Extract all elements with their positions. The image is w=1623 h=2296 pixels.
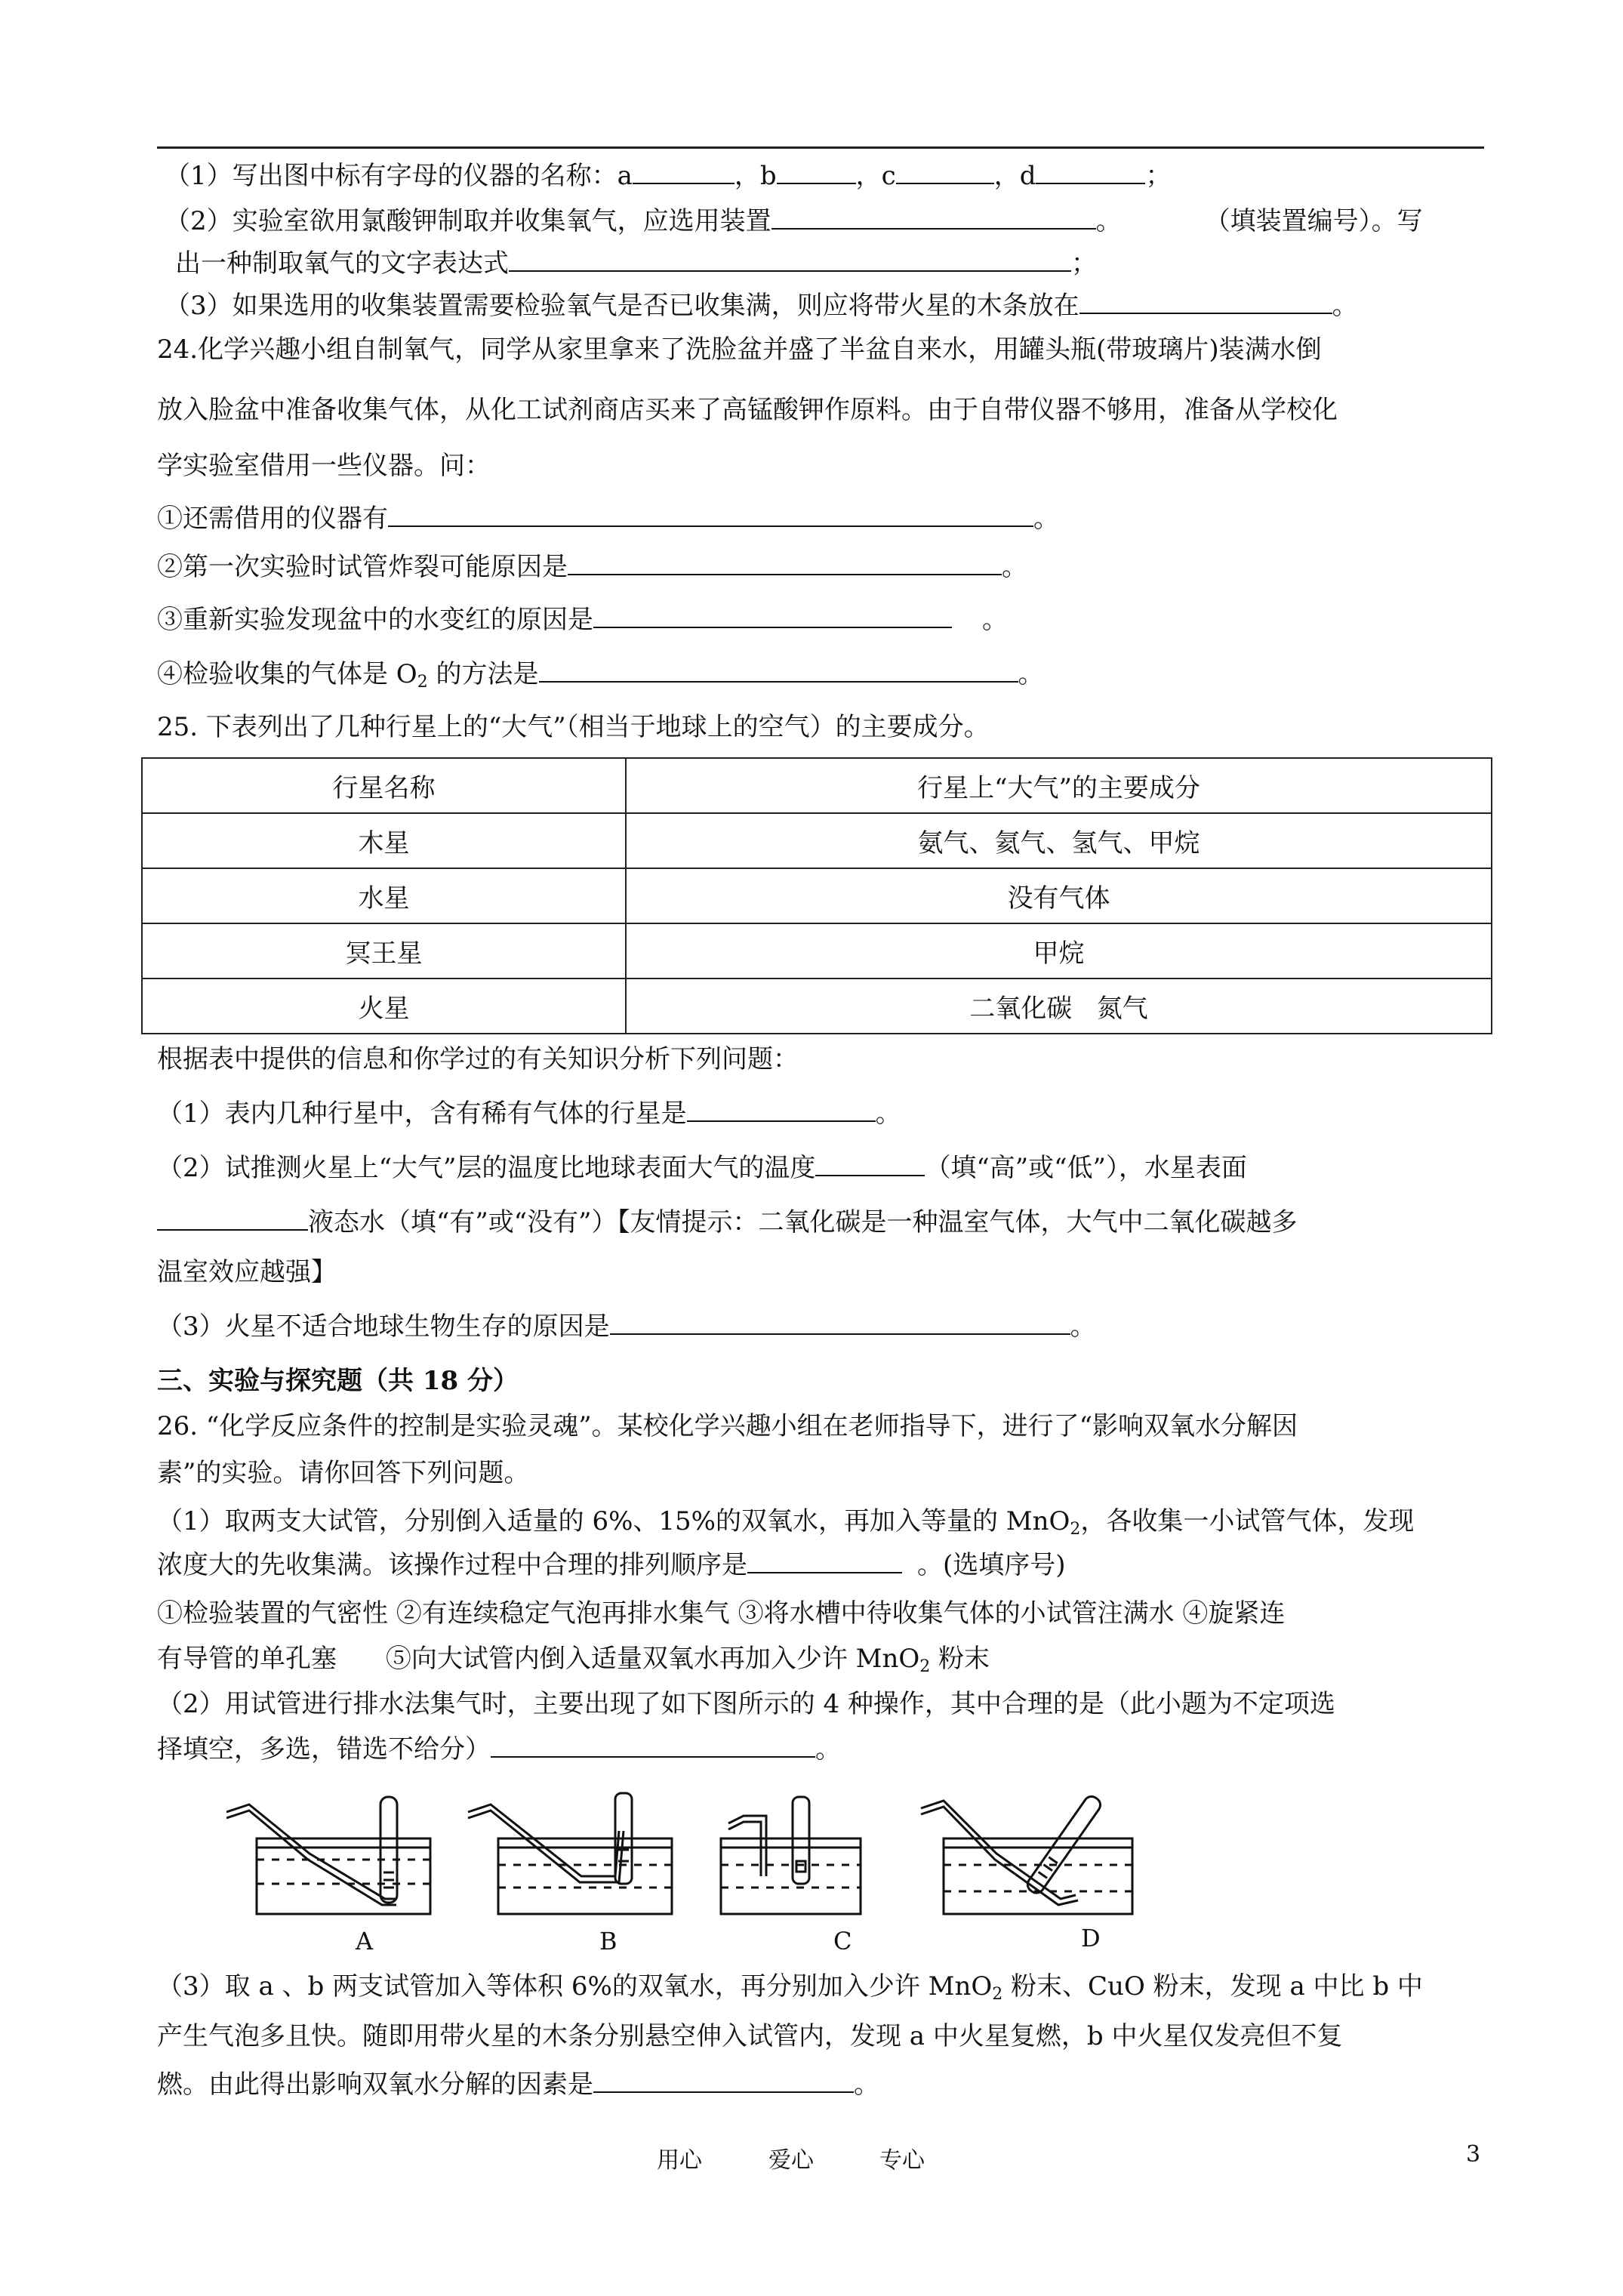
setup-b-diagram [468,1793,672,1914]
q26-p1-prefix: （1）取两支大试管，分别倒入适量的 6%、15%的双氧水，再加入等量的 MnO [157,1506,1070,1536]
q26-p3-line3 [157,2069,879,2100]
q26-p3-prefix: （3）取 a 、b 两支试管加入等体积 6%的双氧水，再分别加入少许 MnO [157,1971,993,2002]
blank-q26-3 [593,2070,854,2093]
q24-answer2 [157,551,1027,583]
blank-q24-1 [388,504,1033,527]
q25-s1-prefix: （1）表内几种行星中，含有稀有气体的行星是 [157,1099,687,1129]
q25-sub1 [157,1098,901,1130]
q24-a1-label: ①还需借用的仪器有 [157,504,388,534]
blank-splint-position [1079,291,1332,314]
q26-options-line1: ①检验装置的气密性 ②有连续稳定气泡再排水集气 ③将水槽中待收集气体的小试管注满水 ④旋紧连 [157,1598,1286,1629]
q23-p1-prefix: （1）写出图中标有字母的仪器的名称：a [165,161,633,191]
blank-word-equation [509,249,1071,272]
q26-line2: 素”的实验。请你回答下列问题。 [157,1458,530,1488]
q25-s2-prefix: （2）试推测火星上“大气”层的温度比地球表面大气的温度 [157,1153,816,1183]
blank-q26-2 [491,1735,815,1758]
table-row [142,978,1492,1034]
figure-label-a: A [356,1927,374,1955]
blank-apparatus [771,207,1096,230]
planet-atmosphere-table [141,757,1492,1034]
table-cell: 水星 [142,868,626,923]
q26-line1: 26. “化学反应条件的控制是实验灵魂”。某校化学兴趣小组在老师指导下，进行了“影响双氧水分解因 [157,1411,1298,1441]
q26-p2-line1: （2）用试管进行排水法集气时，主要出现了如下图所示的 4 种操作，其中合理的是（此小题为不定项选 [157,1689,1335,1719]
gas-collection-figure [226,1778,1208,1922]
q24-line2: 放入脸盆中准备收集气体，从化工试剂商店买来了高锰酸钾作原料。由于自带仪器不够用，准备从学校化 [157,395,1338,425]
q23-p2-line2-prefix: 出一种制取氧气的文字表达式 [175,248,509,279]
q23-part2 [165,205,1423,237]
q23-p1-d: ，d [993,161,1036,191]
q26-p3-line3-end: 。 [854,2069,879,2100]
table-cell: 火星 [142,978,626,1034]
q26-p1-sub: 2 [1070,1520,1081,1539]
table-row [142,813,1492,868]
q23-part3 [165,290,1358,322]
q23-p2-prefix: （2）实验室欲用氯酸钾制取并收集氧气，应选用装置 [165,206,771,236]
q25-s2-line2: 液态水（填“有”或“没有”）【友情提示：二氧化碳是一种温室气体，大气中二氧化碳越多 [308,1207,1298,1237]
footer-motto-2: 爱心 [768,2147,814,2174]
page-number: 3 [1466,2141,1481,2168]
q24-line1: 24.化学兴趣小组自制氧气，同学从家里拿来了洗脸盆并盛了半盆自来水，用罐头瓶(带玻璃片)装满水倒 [157,334,1322,365]
q26-p3-line3-prefix: 燃。由此得出影响双氧水分解的因素是 [157,2069,593,2100]
q24-a4-prefix: ④检验收集的气体是 O [157,659,417,689]
q25-s1-end: 。 [875,1099,901,1129]
figure-label-b: B [599,1927,617,1955]
q24-a1-end: 。 [1033,504,1059,534]
q26-opts-suffix: 粉末 [930,1644,990,1674]
blank-q25-1 [687,1099,876,1122]
q23-p2-line2-end: ； [1071,248,1097,279]
table-row [142,923,1492,978]
blank-q24-2 [568,553,1002,575]
q25-after-table: 根据表中提供的信息和你学过的有关知识分析下列问题： [157,1044,799,1074]
q23-p3-end: 。 [1332,291,1358,321]
q26-p2-line2-end: 。 [815,1734,841,1764]
q25-s3-prefix: （3）火星不适合地球生物生存的原因是 [157,1311,610,1342]
q23-p1-end: ； [1145,161,1172,191]
table-cell: 氨气、氦气、氢气、甲烷 [626,813,1492,868]
blank-q25-2a [815,1154,925,1176]
q24-answer3 [157,604,1008,636]
q26-p1-line2-prefix: 浓度大的先收集满。该操作过程中合理的排列顺序是 [157,1550,747,1580]
q26-p3-sub: 2 [992,1985,1003,2004]
q26-p2-line2 [157,1734,841,1765]
q25-s2-mid: （填“高”或“低”），水星表面 [925,1153,1247,1183]
figure-label-d: D [1081,1924,1101,1952]
q23-part1 [165,160,1171,192]
q23-part2-line2 [175,248,1097,279]
q26-opts-prefix: 有导管的单孔塞 ⑤向大试管内倒入适量双氧水再加入少许 MnO [157,1644,920,1674]
q24-a3-label: ③重新实验发现盆中的水变红的原因是 [157,605,593,635]
setup-d-diagram [921,1794,1132,1914]
q23-p3-prefix: （3）如果选用的收集装置需要检验氧气是否已收集满，则应将带火星的木条放在 [165,291,1079,321]
header-rule [157,146,1484,149]
q26-p3-line2: 产生气泡多且快。随即用带火星的木条分别悬空伸入试管内，发现 a 中火星复燃，b 中火星仅发亮但不复 [157,2021,1343,2051]
q24-a2-label: ②第一次实验时试管炸裂可能原因是 [157,552,568,582]
q26-p1-line2 [157,1549,1066,1581]
blank-q25-2b [157,1208,308,1231]
setup-a-diagram [226,1797,430,1914]
q23-p1-b: ，b [734,161,777,191]
q25-intro: 25. 下表列出了几种行星上的“大气”（相当于地球上的空气）的主要成分。 [157,712,990,742]
footer-motto-1: 用心 [657,2147,702,2174]
table-cell: 木星 [142,813,626,868]
q24-a4-sub: 2 [417,673,428,692]
q24-a2-end: 。 [1002,552,1027,582]
q25-s3-end: 。 [1070,1311,1096,1342]
blank-a [633,162,735,184]
q26-p1-line1 [157,1505,1414,1546]
table-cell: 没有气体 [626,868,1492,923]
q26-p2-line2-prefix: 择填空，多选，错选不给分） [157,1734,491,1764]
blank-q24-3 [593,606,952,628]
q26-p1-suffix: ，各收集一小试管气体，发现 [1080,1506,1415,1536]
q26-p3-line1 [157,1971,1423,2011]
q25-sub3 [157,1311,1096,1342]
q26-options-line2 [157,1643,990,1683]
section3-heading: 三、实验与探究题（共 18 分） [157,1366,519,1396]
table-cell: 二氧化碳 氮气 [626,978,1492,1034]
setup-c-diagram [721,1797,861,1914]
q24-line3: 学实验室借用一些仪器。问： [157,451,491,481]
q24-a4-suffix: 的方法是 [427,659,539,689]
blank-d [1036,162,1145,184]
q24-answer1 [157,503,1059,535]
table-header-row [142,758,1492,813]
q26-p3-suffix: 粉末、CuO 粉末，发现 a 中比 b 中 [1002,1971,1423,2002]
q24-answer4 [157,658,1044,698]
q23-p2-mid: 。 [1095,206,1122,236]
q23-p2-end: （填装置编号）。写 [1204,206,1423,236]
table-row [142,868,1492,923]
blank-q26-1 [747,1551,902,1573]
blank-q25-3 [610,1312,1070,1335]
table-cell: 冥王星 [142,923,626,978]
blank-q24-4 [539,660,1018,683]
table-header-planet: 行星名称 [142,758,626,813]
q26-p1-line2-end: 。(选填序号) [917,1550,1066,1580]
q25-s2-line3: 温室效应越强】 [157,1257,337,1287]
blank-c [896,162,994,184]
blank-b [777,162,856,184]
q24-a3-end: 。 [982,605,1008,635]
table-cell: 甲烷 [626,923,1492,978]
q26-opts-sub: 2 [919,1657,931,1676]
table-header-composition: 行星上“大气”的主要成分 [626,758,1492,813]
q25-sub2-line2 [157,1207,1298,1238]
figure-label-c: C [833,1927,852,1955]
q25-sub2 [157,1152,1247,1184]
q23-p1-c: ，c [855,161,896,191]
footer-motto-3: 专心 [879,2147,925,2174]
q24-a4-end: 。 [1018,659,1044,689]
